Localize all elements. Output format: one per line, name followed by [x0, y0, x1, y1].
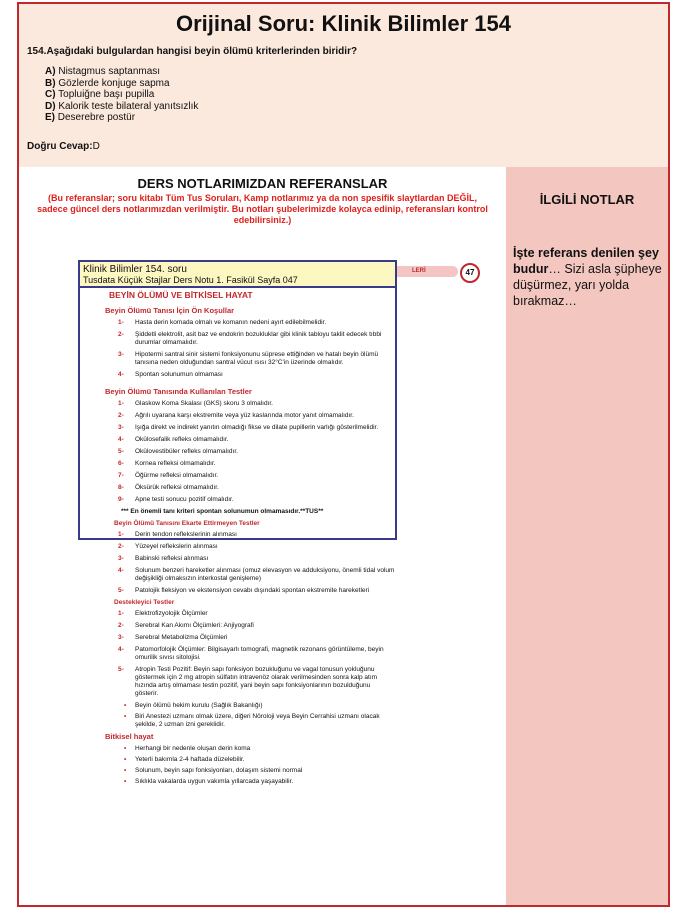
item-number: 2-: [118, 412, 124, 419]
item-number: 4-: [118, 436, 124, 443]
page-frame: [17, 2, 670, 907]
item-number: 3-: [118, 424, 124, 431]
doc-subsection-heading: Beyin Ölümü Tanısını Ekarte Ettirmeyen Testler: [114, 520, 260, 527]
item-text: Yüzeyel reflekslerin alınması: [135, 543, 218, 550]
item-number: 6-: [118, 460, 124, 467]
item-number: 5-: [118, 448, 124, 455]
item-number: 8-: [118, 484, 124, 491]
related-notes-panel: [506, 167, 668, 907]
item-number: 5-: [118, 587, 124, 594]
options-list: [45, 66, 198, 124]
bullet-item: • Biri Anestezi uzmanı olmak üzere, diğeri Nöroloji veya Beyin Cerrahisi uzmanı olacak şekilde, 2 uzman izni gereklidir.: [95, 713, 395, 729]
item-number: 7-: [118, 472, 124, 479]
item-number: 1-: [118, 610, 124, 617]
correct-answer: [27, 141, 100, 152]
item-text: Ağrılı uyarana karşı ekstremite veya yüz kaslarında motor yanıt olmamalıdır.: [135, 412, 354, 419]
doc-section-heading: Beyin Ölümü Tanısı İçin Ön Koşullar: [105, 306, 235, 315]
reference-box-line2: Tusdata Küçük Stajlar Ders Notu 1. Fasikül Sayfa 047: [83, 275, 298, 285]
item-text: Spontan solunumun olmaması: [135, 371, 223, 378]
item-number: 2-: [118, 331, 124, 338]
item-number: 3-: [118, 634, 124, 641]
item-number: 1-: [118, 531, 124, 538]
option-letter: D): [45, 100, 56, 112]
question-panel: [19, 4, 668, 167]
bullet-item: • Beyin ölümü hekim kurulu (Sağlık Bakanlığı): [95, 702, 395, 710]
option-b: [45, 78, 198, 90]
item-number: 3-: [118, 555, 124, 562]
bullet-item: • Sıklıkla vakalarda uygun vakımla yıllarcada yaşayabilir.: [95, 778, 395, 786]
item-number: 1-: [118, 319, 124, 326]
item-text: Hasta derin komada olmalı ve komanın nedeni ayırt edilebilmelidir.: [135, 319, 327, 326]
option-letter: C): [45, 89, 56, 100]
option-text: Gözlerde konjuge sapma: [55, 77, 170, 89]
option-e: [45, 112, 198, 124]
note-bold: İşte referans denilen şey budur: [513, 246, 659, 276]
reference-box-header: [80, 262, 395, 288]
item-text: Solunum benzeri hareketler alınması (omuz elevasyon ve adduksiyonu, önemli tidal volum değişikliği olmaksızın interkostal genişleme): [135, 567, 395, 582]
item-number: 1-: [118, 400, 124, 407]
item-text: Patomorfolojik Ölçümler: Bilgisayarlı tomografi, magnetik rezonans görüntüleme, beyin omurilik sıvısı sitolojisi.: [135, 646, 384, 661]
page-number: 47: [460, 263, 480, 283]
page-tab: LERİ: [396, 266, 458, 277]
option-a: [45, 66, 198, 78]
answer-label: Doğru Cevap:: [27, 141, 93, 152]
item-number: 3-: [118, 351, 124, 358]
answer-value: D: [92, 141, 100, 152]
item-text: Okülovestibüler refleks olmamalıdır.: [135, 448, 238, 455]
list-item: [95, 646, 395, 662]
doc-section-heading: Bitkisel hayat: [105, 732, 154, 741]
item-number: 4-: [118, 371, 124, 378]
reference-title: DERS NOTLARIMIZDAN REFERANSLAR: [137, 176, 388, 191]
bullet-item: • Herhangi bir nedenle oluşan derin koma: [95, 745, 395, 753]
item-number: 2-: [118, 543, 124, 550]
bullet-item: • Solunum, beyin sapı fonksiyonları, dolaşım sistemi normal: [95, 767, 395, 775]
item-text: Öğürme refleksi olmamalıdır.: [135, 472, 219, 479]
item-number: 4-: [118, 567, 124, 574]
list-item: [95, 555, 395, 563]
note-rest: … Sizi asla şüpheye düşürmez, yarı yolda bırakmaz…: [513, 262, 662, 308]
item-text: Serebral Metabolizma Ölçümleri: [135, 634, 228, 641]
option-c: [45, 89, 198, 101]
list-item: [95, 634, 395, 642]
list-item: [95, 543, 395, 551]
item-text: Glaskow Koma Skalası (GKS) skoru 3 olmalıdır.: [135, 400, 273, 407]
item-text: Hipotermi santral sinir sistemi fonksiyonunu süprese ettiğinden ve hatalı beyin ölümü tanısına neden olduğundan santral vücut ısısı 32°C'in üzerinde olmalıdır.: [135, 351, 379, 366]
question-stem: 154.Aşağıdaki bulgulardan hangisi beyin ölümü kriterlerinden biridir?: [27, 46, 358, 57]
reference-subtitle: (Bu referanslar; soru kitabı Tüm Tus Soruları, Kamp notlarımız ya da non spesifik slaytlardan DEĞİL, sadece güncel ders notlarımızdan verilmiştir. Bu notları şubelerimizde kolayca edinip, referansları kontrol edebilirsiniz.): [37, 193, 488, 225]
list-item: [95, 567, 395, 583]
item-text: Şiddetli elektrolit, asit baz ve endokrin bozukluklar gibi klinik tabloyu taklit edecek tıbbi durumlar olmamalıdır.: [135, 331, 382, 346]
item-text: Işığa direkt ve indirekt yanıtın olmadığı fikse ve dilate pupillerin varlığı gösterilmelidir.: [135, 424, 379, 431]
list-item: [95, 622, 395, 630]
related-notes-title: İLGİLİ NOTLAR: [539, 192, 635, 207]
reference-highlight-box: [78, 260, 397, 540]
option-text: Nistagmus saptanması: [55, 66, 161, 77]
doc-section-heading: Beyin Ölümü Tanısında Kullanılan Testler: [105, 387, 252, 396]
list-item: [95, 666, 395, 698]
list-item: [95, 610, 395, 618]
item-text: Öksürük refleksi olmamalıdır.: [135, 484, 219, 491]
option-letter: E): [45, 112, 55, 123]
item-text: Babinski refleksi alınması: [135, 555, 209, 562]
doc-main-heading: BEYİN ÖLÜMÜ VE BİTKİSEL HAYAT: [109, 290, 253, 300]
bullet-item: • Yeterli bakımla 2-4 haftada düzelebilir.: [95, 756, 395, 764]
item-text: Apne testi sonucu pozitif olmalıdır.: [135, 496, 234, 503]
item-text: Okülosefalik refleks olmamalıdır.: [135, 436, 229, 443]
related-notes-text: [513, 245, 663, 309]
option-letter: B): [45, 77, 56, 89]
option-text: Topluiğne başı pupilla: [55, 89, 155, 100]
item-text: Derin tendon reflekslerinin alınması: [135, 531, 237, 538]
option-text: Deserebre postür: [55, 112, 136, 123]
item-number: 9-: [118, 496, 124, 503]
list-item: [95, 587, 395, 595]
item-text: Atropin Testi Pozitif: Beyin sapı fonksiyon bozukluğunu ve vagal tonusun yokluğunu göstermek için 2 mg atropin sülfatın intravenöz olarak verilmesinden sonra kalp atım hızında artış olmaması testin pozitif, yani beyin sapı fonksiyonlarının bozulduğunu gösterir.: [135, 666, 378, 697]
item-text: Patolojik fleksiyon ve ekstensiyon cevabı dışındaki spontan ekstremite hareketleri: [135, 587, 370, 594]
key-criterion-note: *** En önemli tanı kriteri spontan solunumun olmamasıdır.**TUS**: [121, 508, 324, 515]
reference-box-line1: Klinik Bilimler 154. soru: [83, 264, 187, 275]
item-number: 2-: [118, 622, 124, 629]
item-text: Serebral Kan Akımı Ölçümleri: Anjiyografi: [135, 622, 254, 629]
item-text: Elektrofizyolojik Ölçümler: [135, 610, 208, 617]
doc-subsection-heading: Destekleyici Testler: [114, 599, 175, 606]
item-number: 5-: [118, 666, 124, 673]
page-title: Orijinal Soru: Klinik Bilimler 154: [176, 11, 511, 36]
option-letter: A): [45, 66, 56, 77]
item-text: Kornea refleksi olmamalıdır.: [135, 460, 216, 467]
item-number: 4-: [118, 646, 124, 653]
option-text: Kalorik teste bilateral yanıtsızlık: [55, 100, 199, 112]
option-d: [45, 101, 198, 113]
